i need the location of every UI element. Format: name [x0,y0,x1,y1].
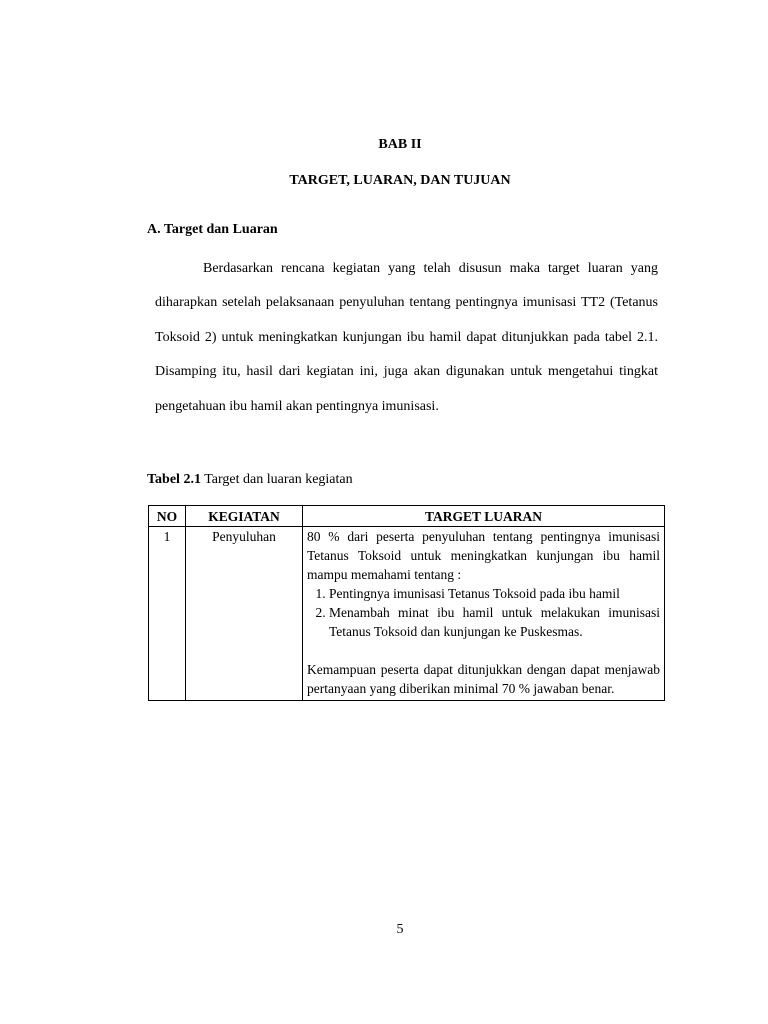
target-list-item: 1. Pentingnya imunisasi Tetanus Toksoid pada ibu hamil [329,584,660,603]
cell-kegiatan: Penyuluhan [186,527,303,701]
chapter-heading: BAB II [378,137,422,152]
target-table [148,505,665,701]
body-paragraph: Berdasarkan rencana kegiatan yang telah disusun maka target luaran yang diharapkan setelah pelaksanaan penyuluhan tentang pentingnya imunisasi TT2 (Tetanus Toksoid 2) untuk meningkatkan kunjungan ibu hamil dapat ditunjukkan pada tabel 2.1. Disamping itu, hasil dari kegiatan ini, juga akan digunakan untuk mengetahui tingkat pengetahuan ibu hamil akan pentingnya imunisasi. [155,261,658,414]
cell-no: 1 [149,527,186,701]
table-row [149,527,665,701]
section-heading: A. Target dan Luaran [147,222,278,237]
target-list [307,584,660,641]
target-list-item: 2. Menambah minat ibu hamil untuk melakukan imunisasi Tetanus Toksoid dan kunjungan ke Puskesmas. [329,603,660,641]
cell-target-luaran [303,527,665,701]
table-header-row [149,506,665,527]
table-caption [147,472,353,488]
chapter-title: TARGET, LUARAN, DAN TUJUAN [289,173,511,188]
header-kegiatan: KEGIATAN [186,506,303,527]
page-number: 5 [396,922,404,937]
table-caption-text: Target dan luaran kegiatan [200,472,353,487]
header-no: NO [149,506,186,527]
target-intro: 80 % dari peserta penyuluhan tentang pentingnya imunisasi Tetanus Toksoid untuk meningkatkan kunjungan ibu hamil mampu memahami tentang : [307,529,660,582]
target-closing: Kemampuan peserta dapat ditunjukkan dengan dapat menjawab pertanyaan yang diberikan minimal 70 % jawaban benar. [307,662,660,696]
table-caption-label: Tabel 2.1 [147,472,201,487]
header-target-luaran: TARGET LUARAN [303,506,665,527]
